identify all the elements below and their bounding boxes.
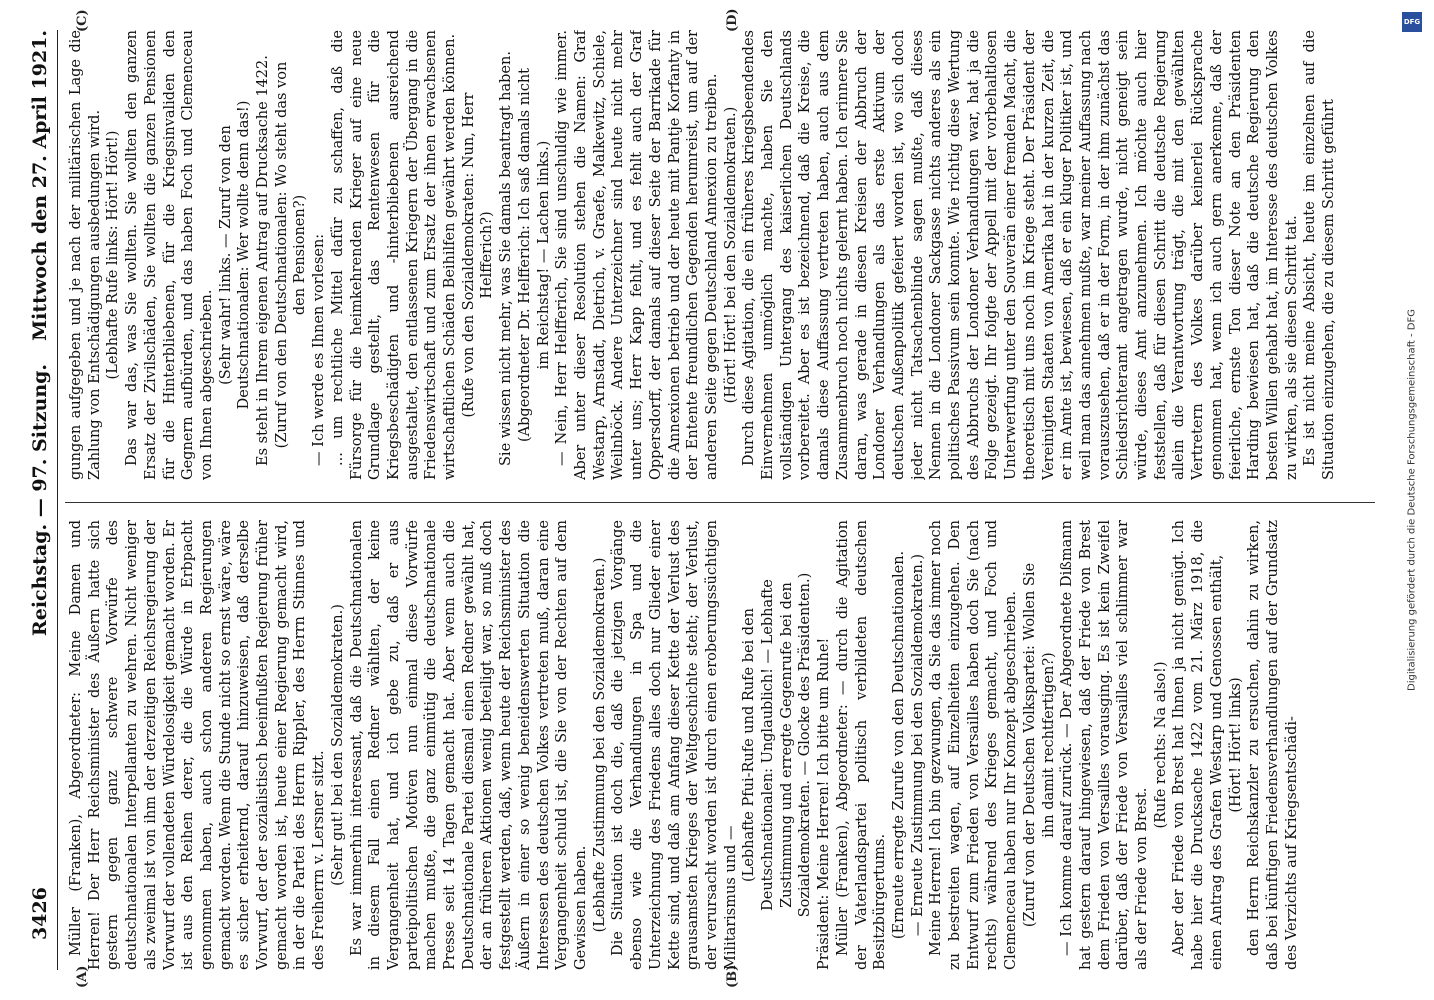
- left-column-paragraph: — Ich komme darauf zurück. — Der Abgeordnete Dißmann hat gestern darauf hingewiesen, daß der Friede von Brest dem Frieden von Versailles vorausging. Es ist kein Zweifel darüber, daß der Friede von Versailles viel schlimmer war als der Friede von Brest.: [1059, 520, 1151, 970]
- left-column-paragraph: Aber der Friede von Brest hat Ihnen ja nicht genügt. Ich habe hier die Drucksache 1422 vom 21. März 1918, die einen Antrag des Grafen Westarp und Genossen enthält,: [1171, 520, 1225, 970]
- column-divider: [65, 502, 1375, 503]
- left-column: [67, 520, 1375, 970]
- left-column-paragraph: Es war immerhin interessant, daß die Deutschnationalen in diesem Fall einen Redner wählten, der keine Vergangenheit hat, und ich gebe zu, daß er aus parteipolitischen Motiven nun einmal diese Vorwürfe machen mußte, die ganz einmütig die deutschnationale Presse seit 14 Tagen gemacht hat. Aber wenn auch die Deutschnationale Partei diesmal einen Redner gewählt hat, der an früheren Aktionen wenig beteiligt war, so muß doch festgestellt werden, daß, wenn heute der Reichsminister des Äußern in einer so wenig beneidenswerten Situation die Interessen des deutschen Volkes vertreten muß, daran eine Vergangenheit schuld ist, die Sie von der Rechten auf dem Gewissen haben.: [348, 520, 589, 970]
- right-column-paragraph: (Rufe von den Sozialdemokraten: Nun, Herr Helfferich?): [460, 92, 496, 418]
- left-column-paragraph: Müller (Franken), Abgeordneter: Meine Damen und Herren! Der Herr Reichsminister des Äußern hatte sich gestern gegen ganz schwere Vorwürfe des deutschnationalen Interpellanten zu wehren. Nicht weniger als zweimal ist von ihm der derzeitigen Reichsregierung der Vorwurf der vollendeten Würdelosigkeit gemacht worden. Er ist aus den Reihen derer, die die Würde in Erbpacht genommen haben, auch schon anderen Regierungen gemacht worden. Wenn die Stunde nicht so ernst wäre, wäre es sicher erheiternd, darauf hinzuweisen, daß derselbe Vorwurf, der der sozialistisch beeinflußten Regierung früher gemacht worden ist, heute einer Regierung gemacht wird, in der die Partei des Herrn Rippler, des Herrn Stinnes und des Freiherrn v. Lersner sitzt.: [68, 520, 328, 970]
- margin-mark-c: (C): [75, 9, 90, 32]
- session-date: Mittwoch den 27. April 1921.: [29, 30, 51, 341]
- left-column-paragraph: Die Situation ist doch die, daß die jetzigen Vorgänge ebenso wie die Verhandlungen in Spa und die Unterzeichnung des Friedens alles doch nur Glieder einer Kette sind, und daß am Anfang dieser Kette der Verlust des grausamsten Krieges der Weltgeschichte steht; der Verlust, der verursacht worden ist durch einen eroberungssüchtigen Militarismus und —: [610, 520, 739, 970]
- left-column-paragraph: (Hört! Hört! links): [1227, 677, 1244, 813]
- left-column-paragraph: den Herrn Reichskanzler zu ersuchen, dahin zu wirken, daß bei künftigen Friedensverhandlungen auf der Grundsatz des Verzichts auf Kriegsentschädi-: [1246, 520, 1300, 970]
- left-column-paragraph: (Rufe rechts: Na also!): [1152, 661, 1169, 829]
- right-column-paragraph: (Hört! Hört! bei den Sozialdemokraten.): [722, 106, 739, 404]
- right-column-paragraph: (Abgeordneter Dr. Helfferich: Ich saß damals nicht im Reichstag! — Lachen links.): [516, 68, 552, 442]
- rotated-page: [5, 10, 1405, 990]
- dfg-logo: DFG: [1402, 12, 1422, 32]
- margin-mark-d: (D): [725, 8, 740, 32]
- left-column-paragraph: Müller (Franken), Abgeordneter: — durch die Agitation der Vaterlandspartei politisch verbildeten deutschen Besitzbürgertums.: [834, 520, 889, 970]
- right-column-paragraph: Sie wissen nicht mehr, was Sie damals beantragt haben.: [498, 51, 515, 466]
- left-column-paragraph: (Lebhafte Pfui-Rufe und Rufe bei den Deutschnationalen: Unglaublich! — Lebhafte Zustimmung und erregte Gegenrufe bei den Sozialdemokraten. — Glocke des Präsidenten.): [741, 572, 814, 918]
- right-column-paragraph: (Zuruf von den Deutschnationalen: Wo steht das von den Pensionen?): [273, 61, 309, 449]
- left-column-paragraph: (Zuruf von der Deutschen Volkspartei: Wollen Sie ihn damit rechtfertigen?): [1021, 562, 1057, 928]
- left-column-paragraph: (Lebhafte Zustimmung bei den Sozialdemokraten.): [591, 557, 608, 933]
- right-column-paragraph: Es ist nicht meine Absicht, heute im einzelnen auf die Situation einzugehen, die zu diesem Schritt geführt: [1302, 30, 1338, 480]
- page-header: [25, 30, 58, 970]
- left-column-paragraph: Präsident: Meine Herren! Ich bitte um Ruhe!: [816, 637, 833, 970]
- left-column-paragraph: (Sehr gut! bei den Sozialdemokraten.): [329, 604, 346, 886]
- left-column-paragraph: (Erneute erregte Zurufe von den Deutschnationalen. — Erneute Zustimmung bei den Sozialdemokraten.): [890, 550, 926, 940]
- right-column-paragraph: — Ich werde es Ihnen vorlesen:: [311, 233, 328, 466]
- right-column-paragraph: gungen aufgegeben und je nach der militärischen Lage die Zahlung von Entschädigungen ausbedungen wird.: [68, 30, 103, 480]
- right-column-paragraph: Es steht in Ihrem eigenen Antrag auf Drucksache 1422.: [255, 55, 272, 466]
- margin-mark-a: (A): [75, 965, 90, 988]
- right-column: [67, 30, 1375, 480]
- right-column-paragraph: ... um rechtliche Mittel dafür zu schaffen, daß die Fürsorge für die heimkehrenden Krieger auf eine neue Grundlage gestellt, das Rentenwesen für die Kriegsbeschädigten und -hinterbliebenen ausreichend ausgestaltet, den entlassenen Kriegern der Übergang in die Friedenswirtschaft und zum Ersatz der ihnen erwachsenen wirtschaftlichen Schäden Beihilfen gewährt werden können.: [329, 30, 459, 480]
- session-title: Reichstag. — 97. Sitzung.: [29, 363, 51, 637]
- page-number: 3426: [29, 887, 51, 940]
- margin-mark-b: (B): [725, 964, 740, 988]
- digitization-credit: [1398, 8, 1426, 992]
- right-column-paragraph: (Sehr wahr! links. — Zuruf von den Deutschnationalen: Wer wollte denn das!): [217, 100, 253, 410]
- right-column-paragraph: (Lebhafte Rufe links: Hört! Hört!): [105, 130, 122, 380]
- left-column-paragraph: Meine Herren! Ich bin gezwungen, da Sie das immer noch zu bestreiten wagen, auf Einzelheiten einzugehen. Den Entwurf zum Frieden von Versailles haben doch Sie (nach rechts) während des Krieges gemacht, und Foch und Clemenceau haben nur Ihr Konzept abgeschrieben.: [928, 520, 1020, 970]
- credit-text: Digitalisierung gefördert durch die Deutsche Forschungsgemeinschaft - DFG: [1406, 308, 1418, 692]
- right-column-paragraph: Das war das, was Sie wollten. Sie wollten den ganzen Ersatz der Zivilschäden, Sie wollten die ganzen Pensionen für die Hinterbliebenen, für die Kriegsinvaliden den Gegnern aufbürden, und das haben Foch und Clemenceau von Ihnen abgeschrieben.: [124, 30, 215, 480]
- right-column-paragraph: Durch diese Agitation, die ein früheres kriegsbeendendes Einvernehmen unmöglich machte, haben Sie den vollständigen Untergang des kaiserlichen Deutschlands vorbereitet. Aber es ist bezeichnend, daß die Kreise, die damals diese Auffassung vertreten haben, auch aus dem Zusammenbruch noch nichts gelernt haben. Ich erinnere Sie daran, was gerade in diesen Kreisen der Abbruch der Londoner Verhandlungen als das erste Aktivum der deutschen Außenpolitik gefeiert worden ist, wo sich doch jeder nicht Tatsachenblinde sagen mußte, daß dieses Nennen in die Londoner Sackgasse nichts anderes als ein politisches Passivum sein konnte. Wie richtig diese Wertung des Abbruchs der Londoner Verhandlungen war, hat ja die Folge gezeigt. Ihr folgte der Appell mit der vorbehaltlosen Unterwerfung unter den Souverän einer fremden Macht, die theoretisch mit uns noch im Kriege steht. Der Präsident der Vereinigten Staaten von Amerika hat in der kurzen Zeit, die er im Amte ist, bewiesen, daß er ein kluger Politiker ist, und weil man das annehmen mußte, war meiner Auffassung nach vorauszusehen, daß er in der Form, in der ihm zunächst das Schiedsrichteramt angetragen wurde, nicht geneigt sein würde, dieses Amt anzunehmen. Ich möchte auch hier feststellen, daß für diesen Schritt die deutsche Regierung allein die Verantwortung trägt, die mit den gewählten Vertretern des Volkes darüber keinerlei Rücksprache genommen hat, wenn ich auch gern anerkenne, daß der feierliche, ernste Ton dieser Note an den Präsidenten Harding bewiesen hat, daß die deutsche Regierung den besten Willen gehabt hat, im Interesse des deutschen Volkes zu wirken, als sie diesen Schritt tat.: [741, 30, 1300, 480]
- right-column-paragraph: — Nein, Herr Helfferich, Sie sind unschuldig wie immer. Aber unter dieser Resolution stehen die Namen: Graf Westarp, Arnstadt, Dietrich, v. Graefe, Malkewitz, Schiele, Weilnböck. Andere Unterzeichner sind heute nicht mehr unter uns; Herr Kapp fehlt, und es fehlt auch der Graf Oppersdorff, der damals auf dieser Seite der Barrikade für die Annexionen betrieb und der heute mit Pantje Korfanty in der Entente freundlichen Gegenden herumreist, um auf der anderen Seite gegen Deutschland Annexion zu treiben.: [554, 30, 720, 480]
